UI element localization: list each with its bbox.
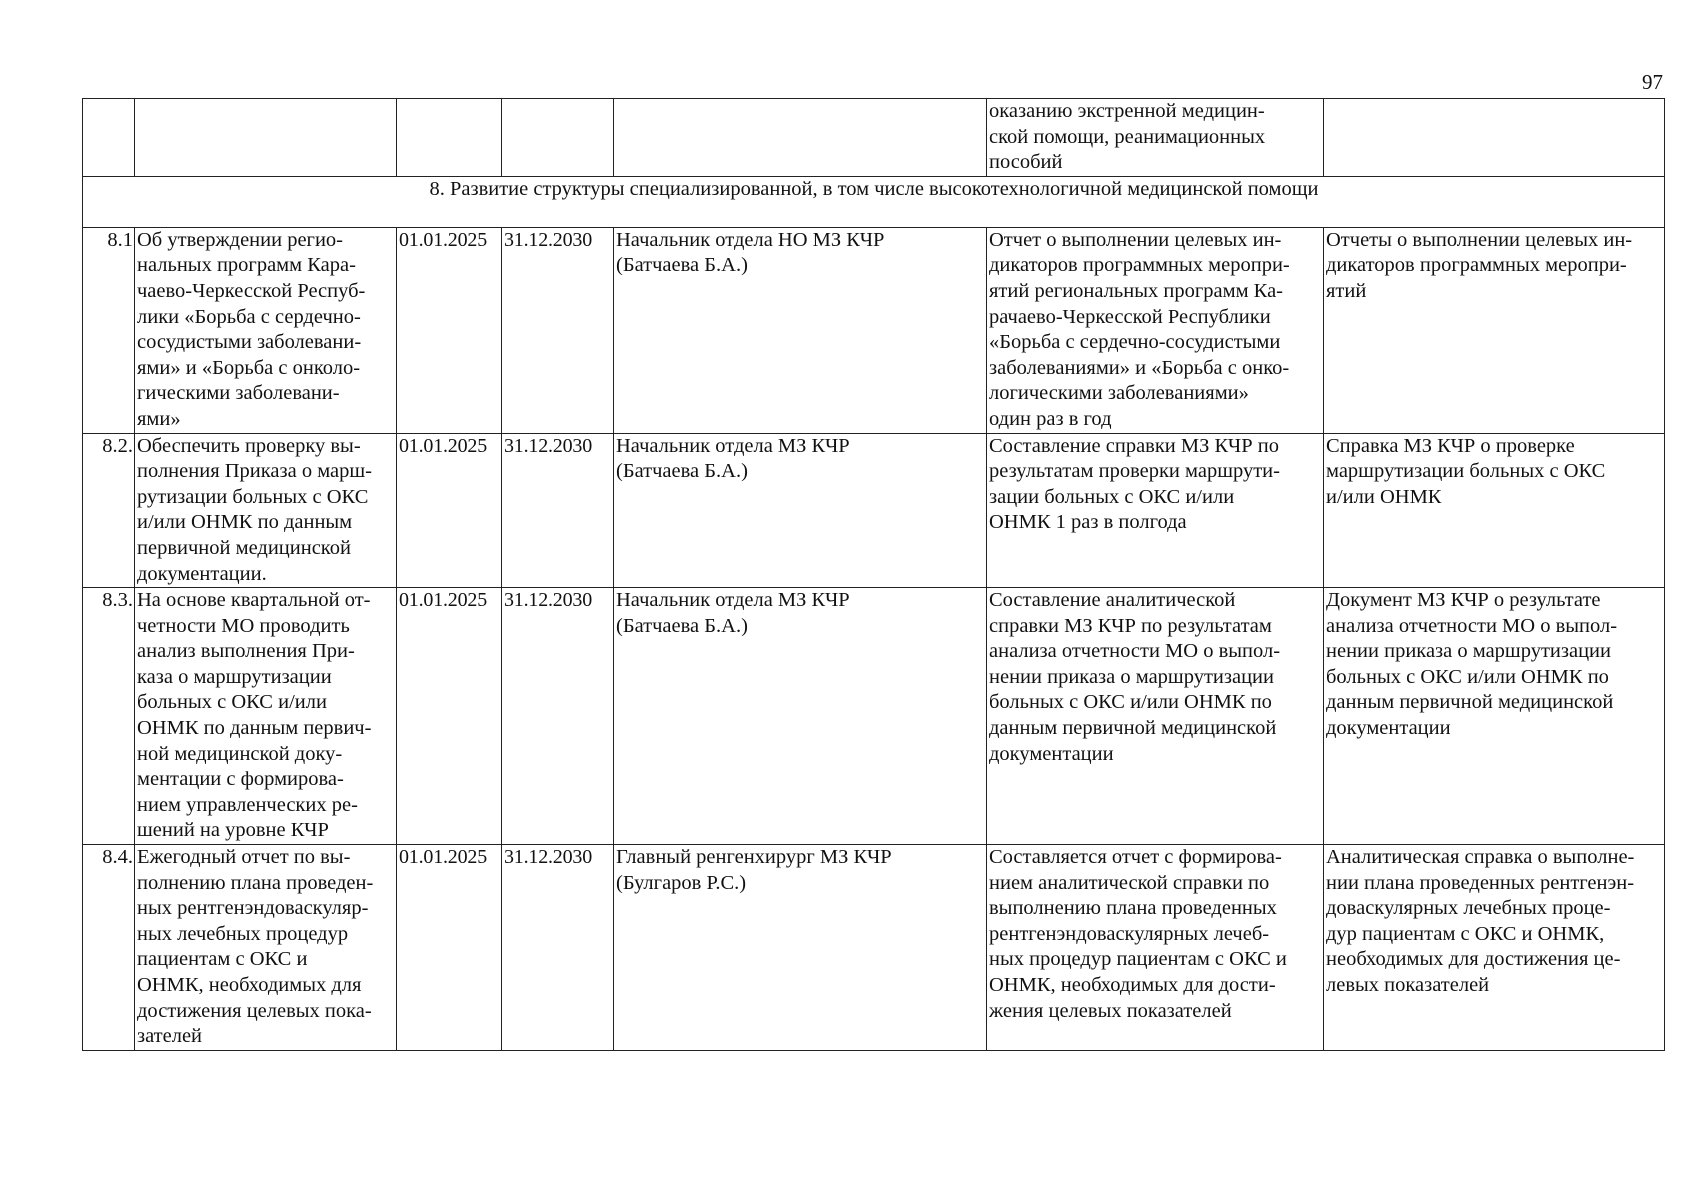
text-line: каза о маршрутизации xyxy=(137,665,332,688)
text-line: левых показателей xyxy=(1326,974,1490,996)
text-line: Начальник отдела МЗ КЧР xyxy=(616,589,850,612)
text-line: (Батчаева Б.А.) xyxy=(616,614,748,637)
text-line: ятий xyxy=(1326,279,1367,302)
cell-document xyxy=(1324,433,1665,588)
cell-activity xyxy=(135,845,397,1051)
text-line: Документ МЗ КЧР о результате xyxy=(1326,589,1601,612)
text-line: доваскулярных лечебных проце- xyxy=(1326,897,1611,920)
cell-result xyxy=(987,433,1324,588)
text-line: анализа отчетности МО о выпол- xyxy=(989,640,1281,663)
text-line: пациентам с ОКС и xyxy=(137,948,308,971)
page-number: 97 xyxy=(1642,70,1663,94)
text-line: логическими заболеваниями» xyxy=(989,382,1249,405)
text-line: ных рентгенэндоваскуляр- xyxy=(137,897,369,920)
cell-responsible xyxy=(614,433,987,588)
text-line: рачаево-Черкесской Республики xyxy=(989,305,1271,328)
text-line: Главный ренгенхирург МЗ КЧР xyxy=(616,846,892,869)
text-line: рутизации больных с ОКС xyxy=(137,485,369,508)
text-line: больных с ОКС и/или xyxy=(137,691,327,714)
text-line: выполнению плана проведенных xyxy=(989,897,1277,920)
text-line: (Батчаева Б.А.) xyxy=(616,254,748,277)
text-line: зателей xyxy=(137,1025,203,1048)
text-line: Составление аналитической xyxy=(989,589,1236,612)
cell-end: 31.12.2030 xyxy=(502,227,614,433)
text-line: чаево-Черкесской Респуб- xyxy=(137,279,366,302)
cell-responsible xyxy=(614,99,987,177)
text-line: Отчет о выполнении целевых ин- xyxy=(989,228,1282,251)
cell-activity xyxy=(135,227,397,433)
text-line: ных процедур пациентам с ОКС и xyxy=(989,948,1287,971)
table-row xyxy=(83,227,1665,433)
text-line: ями» и «Борьба с онколо- xyxy=(137,356,361,379)
cell-start: 01.01.2025 xyxy=(397,845,502,1051)
text-line: данным первичной медицинской xyxy=(1326,691,1614,714)
text-line: анализ выполнения При- xyxy=(137,640,355,663)
text-line: ской помощи, реанимационных xyxy=(989,125,1266,148)
text-line: жения целевых показателей xyxy=(989,999,1232,1022)
text-line: Начальник отдела МЗ КЧР xyxy=(616,434,850,457)
text-line: полнения Приказа о марш- xyxy=(137,460,373,483)
text-line: результатам проверки маршрути- xyxy=(989,460,1280,483)
section-header-row xyxy=(83,176,1665,227)
text-line: и/или ОНМК по данным xyxy=(137,511,353,534)
text-line: нием аналитической справки по xyxy=(989,871,1270,894)
text-line: справки МЗ КЧР по результатам xyxy=(989,614,1272,637)
section-title: 8. Развитие структуры специализированной, в том числе высокотехнологичной медицинской помощи xyxy=(83,176,1665,227)
table-row xyxy=(83,588,1665,845)
text-line: достижения целевых пока- xyxy=(137,999,372,1022)
cell-responsible xyxy=(614,845,987,1051)
text-line: больных с ОКС и/или ОНМК по xyxy=(989,691,1272,714)
text-line: ОНМК по данным первич- xyxy=(137,717,372,740)
cell-end: 31.12.2030 xyxy=(502,845,614,1051)
text-line: пособий xyxy=(989,151,1063,174)
text-line: «Борьба с сердечно-сосудистыми xyxy=(989,331,1281,354)
activity-table xyxy=(82,98,1665,1051)
cell-result xyxy=(987,227,1324,433)
cell-start: 01.01.2025 xyxy=(397,227,502,433)
cell-responsible xyxy=(614,588,987,845)
text-line: оказанию экстренной медицин- xyxy=(989,100,1265,122)
text-line: ментации с формирова- xyxy=(137,768,344,791)
text-line: гическими заболевани- xyxy=(137,382,340,405)
cell-result xyxy=(987,845,1324,1051)
text-line: Справка МЗ КЧР о проверке xyxy=(1326,434,1575,457)
text-line: Составление справки МЗ КЧР по xyxy=(989,434,1279,457)
text-line: ной медицинской доку- xyxy=(137,742,343,765)
cell-document xyxy=(1324,227,1665,433)
table-row xyxy=(83,845,1665,1051)
text-line: дикаторов программных меропри- xyxy=(1326,254,1627,277)
cell-start: 01.01.2025 xyxy=(397,433,502,588)
cell-num: 8.4. xyxy=(83,845,135,1051)
cell-result xyxy=(987,99,1324,177)
text-line: ятий региональных программ Ка- xyxy=(989,279,1284,302)
text-line: нении приказа о маршрутизации xyxy=(989,665,1274,688)
text-line: лики «Борьба с сердечно- xyxy=(137,305,361,328)
text-line: Ежегодный отчет по вы- xyxy=(137,846,351,869)
text-line: документации xyxy=(989,742,1114,765)
text-line: На основе квартальной от- xyxy=(137,589,371,612)
text-line: ных лечебных процедур xyxy=(137,922,349,945)
text-line: полнению плана проведен- xyxy=(137,871,374,894)
text-line: первичной медицинской xyxy=(137,536,351,559)
text-line: ОНМК 1 раз в полгода xyxy=(989,511,1187,534)
cell-end: 31.12.2030 xyxy=(502,433,614,588)
text-line: нии плана проведенных рентгенэн- xyxy=(1326,871,1635,894)
text-line: Составляется отчет с формирова- xyxy=(989,846,1282,869)
text-line: сосудистыми заболевани- xyxy=(137,331,362,354)
cell-document xyxy=(1324,588,1665,845)
text-line: рентгенэндоваскулярных лечеб- xyxy=(989,922,1270,945)
cell-num: 8.3. xyxy=(83,588,135,845)
text-line: ями» xyxy=(137,407,181,430)
text-line: анализа отчетности МО о выпол- xyxy=(1326,614,1618,637)
text-line: шений на уровне КЧР xyxy=(137,819,329,842)
cell-document xyxy=(1324,99,1665,177)
text-line: дикаторов программных меропри- xyxy=(989,254,1290,277)
text-line: и/или ОНМК xyxy=(1326,485,1442,508)
cell-document xyxy=(1324,845,1665,1051)
text-line: документации. xyxy=(137,562,267,585)
cell-num xyxy=(83,99,135,177)
text-line: нении приказа о маршрутизации xyxy=(1326,640,1611,663)
cell-result xyxy=(987,588,1324,845)
cell-responsible xyxy=(614,227,987,433)
text-line: заболеваниями» и «Борьба с онко- xyxy=(989,356,1290,379)
text-line: дур пациентам с ОКС и ОНМК, xyxy=(1326,922,1605,945)
cell-start: 01.01.2025 xyxy=(397,588,502,845)
cell-num: 8.2. xyxy=(83,433,135,588)
text-line: Аналитическая справка о выполне- xyxy=(1326,846,1635,869)
table-row-continuation xyxy=(83,99,1665,177)
text-line: четности МО проводить xyxy=(137,614,350,637)
text-line: ОНМК, необходимых для xyxy=(137,974,362,996)
text-line: нием управленческих ре- xyxy=(137,793,358,816)
cell-activity xyxy=(135,588,397,845)
text-line: Начальник отдела НО МЗ КЧР xyxy=(616,228,885,251)
cell-end: 31.12.2030 xyxy=(502,588,614,845)
cell-end xyxy=(502,99,614,177)
text-line: Обеспечить проверку вы- xyxy=(137,434,361,457)
text-line: (Батчаева Б.А.) xyxy=(616,460,748,483)
text-line: больных с ОКС и/или ОНМК по xyxy=(1326,665,1609,688)
cell-activity xyxy=(135,99,397,177)
text-line: Об утверждении регио- xyxy=(137,228,344,251)
cell-start xyxy=(397,99,502,177)
text-line: (Булгаров Р.С.) xyxy=(616,871,747,894)
cell-num: 8.1 xyxy=(83,227,135,433)
text-line: маршрутизации больных с ОКС xyxy=(1326,460,1606,483)
text-line: ОНМК, необходимых для дости- xyxy=(989,974,1276,996)
text-line: зации больных с ОКС и/или xyxy=(989,485,1235,508)
table-row xyxy=(83,433,1665,588)
text-line: документации xyxy=(1326,717,1451,740)
text-line: один раз в год xyxy=(989,407,1112,430)
text-line: необходимых для достижения це- xyxy=(1326,948,1621,971)
cell-activity xyxy=(135,433,397,588)
text-line: Отчеты о выполнении целевых ин- xyxy=(1326,228,1633,251)
text-line: нальных программ Кара- xyxy=(137,254,356,277)
text-line: данным первичной медицинской xyxy=(989,717,1277,740)
